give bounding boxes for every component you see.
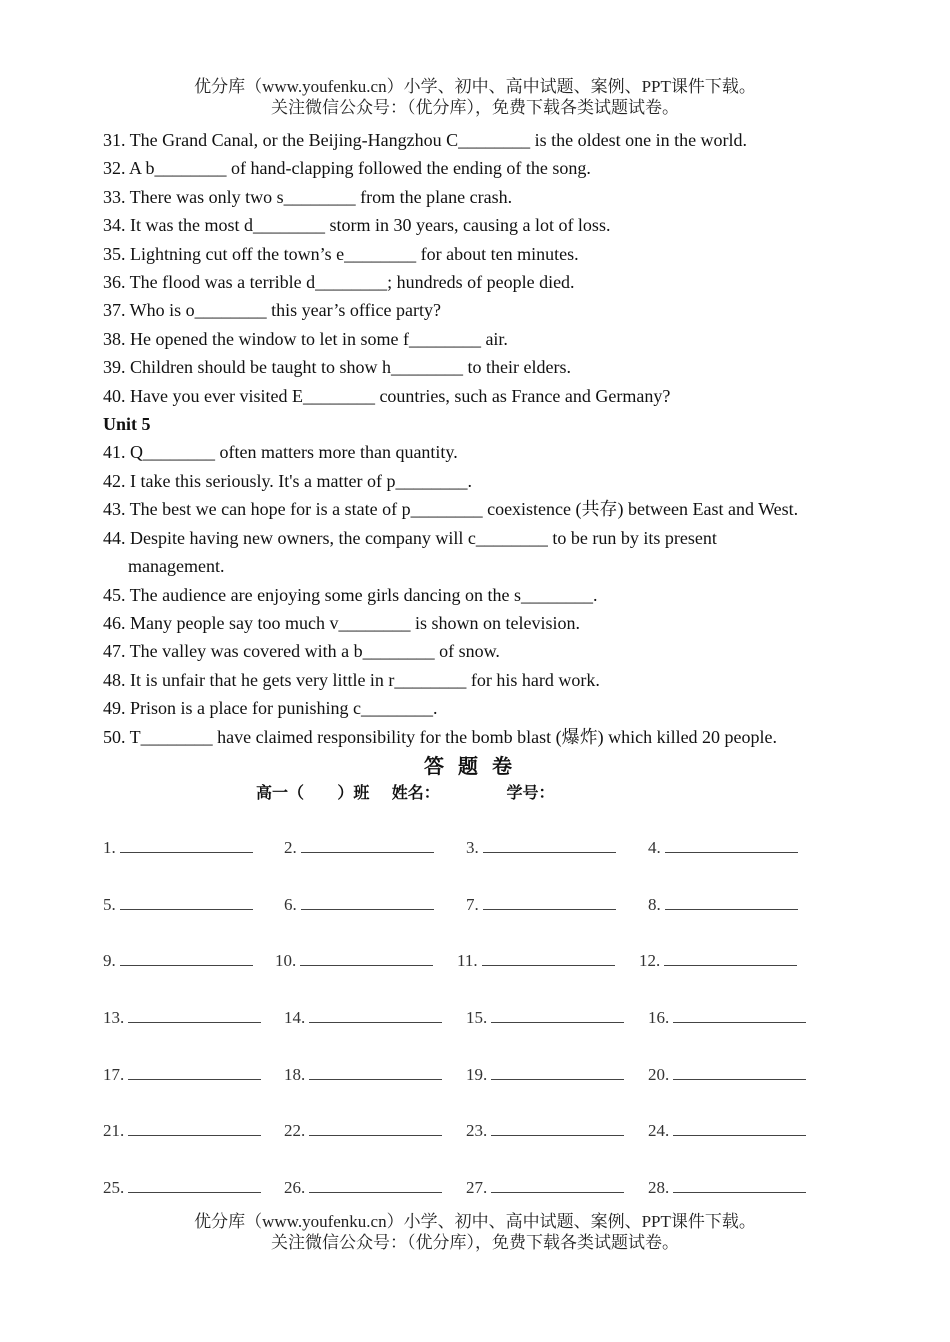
answer-blank[interactable]	[301, 893, 434, 910]
question-44-line-1: 44. Despite having new owners, the company will c________ to be run by its present	[103, 527, 717, 548]
answer-cell	[103, 949, 253, 971]
answer-cell	[284, 1006, 442, 1028]
answer-cell	[648, 1176, 806, 1198]
answer-cell	[103, 1063, 261, 1085]
answer-blank[interactable]	[309, 1063, 442, 1080]
answer-blank[interactable]	[483, 893, 616, 910]
answer-cell	[648, 1063, 806, 1085]
answer-blank[interactable]	[483, 836, 616, 853]
page-footer	[0, 1211, 950, 1253]
answer-number: 27.	[466, 1178, 488, 1198]
footer-line-2: 关注微信公众号：（优分库），免费下载各类试题试卷。	[271, 1233, 679, 1252]
question-31: 31. The Grand Canal, or the Beijing-Hangzhou C________ is the oldest one in the world.	[103, 130, 748, 150]
question-47: 47. The valley was covered with a b________ of snow.	[103, 641, 500, 662]
answer-number: 2.	[284, 838, 297, 857]
answer-blank[interactable]	[491, 1176, 624, 1193]
answer-number: 20.	[648, 1064, 670, 1084]
answer-number: 7.	[466, 894, 479, 914]
answer-blank[interactable]	[673, 1063, 806, 1080]
answer-blank[interactable]	[128, 1063, 261, 1080]
page-header	[0, 76, 950, 118]
answer-number: 16.	[648, 1008, 670, 1028]
answer-blank[interactable]	[673, 1176, 806, 1193]
question-48: 48. It is unfair that he gets very little in r________ for his hard work.	[103, 669, 600, 690]
answer-number: 1.	[103, 838, 116, 857]
answer-grid	[103, 836, 863, 1233]
answer-number: 9.	[103, 951, 116, 971]
question-39: 39. Children should be taught to show h________ to their elders.	[103, 357, 571, 378]
question-50: 50. T________ have claimed responsibility for the bomb blast (爆炸) which killed 20 people.	[103, 726, 778, 747]
answer-number: 28.	[648, 1178, 670, 1198]
question-42: 42. I take this seriously. It's a matter of p________.	[103, 470, 473, 491]
question-35: 35. Lightning cut off the town’s e________ for about ten minutes.	[103, 243, 579, 264]
answer-number: 12.	[639, 951, 661, 971]
answer-number: 26.	[284, 1178, 306, 1198]
answer-cell	[466, 1006, 624, 1028]
footer-line-1: 优分库（www.youfenku.cn）小学、初中、高中试题、案例、PPT课件下载。	[194, 1212, 756, 1231]
answer-blank[interactable]	[120, 893, 253, 910]
question-36: 36. The flood was a terrible d________; hundreds of people died.	[103, 272, 575, 293]
question-49: 49. Prison is a place for punishing c________.	[103, 698, 438, 719]
answer-cell	[284, 893, 434, 915]
answer-number: 10.	[275, 951, 297, 971]
answer-blank[interactable]	[309, 1119, 442, 1136]
answer-blank[interactable]	[120, 949, 253, 966]
answer-cell	[103, 893, 253, 915]
answer-cell	[648, 1119, 806, 1141]
answer-cell	[457, 949, 615, 971]
question-44-line-2: management.	[128, 556, 225, 577]
question-40: 40. Have you ever visited E________ countries, such as France and Germany?	[103, 385, 671, 406]
answer-row	[103, 836, 863, 893]
answer-blank[interactable]	[491, 1063, 624, 1080]
answer-number: 13.	[103, 1008, 125, 1028]
question-32: 32. A b________ of hand-clapping followed the ending of the song.	[103, 158, 591, 179]
answer-cell	[648, 893, 798, 915]
unit-heading: Unit 5	[103, 414, 151, 435]
answer-number: 25.	[103, 1178, 125, 1198]
answer-number: 23.	[466, 1121, 488, 1141]
answer-number: 14.	[284, 1008, 306, 1028]
answer-blank[interactable]	[673, 1006, 806, 1023]
answer-number: 5.	[103, 894, 116, 914]
answer-cell	[466, 1176, 624, 1198]
answer-blank[interactable]	[491, 1119, 624, 1136]
answer-cell	[284, 1176, 442, 1198]
question-41: 41. Q________ often matters more than quantity.	[103, 442, 458, 463]
answer-blank[interactable]	[482, 949, 615, 966]
answer-sheet-title: 答题卷	[424, 754, 526, 778]
answer-blank[interactable]	[300, 949, 433, 966]
question-43: 43. The best we can hope for is a state of p________ coexistence (共存) between East and West.	[103, 499, 799, 520]
answer-blank[interactable]	[665, 893, 798, 910]
answer-number: 22.	[284, 1121, 306, 1141]
answer-blank[interactable]	[491, 1006, 624, 1023]
answer-cell	[648, 1006, 806, 1028]
answer-cell	[103, 1119, 261, 1141]
question-list	[103, 126, 863, 751]
answer-number: 18.	[284, 1064, 306, 1084]
answer-cell	[284, 1119, 442, 1141]
answer-cell	[284, 1063, 442, 1085]
answer-number: 3.	[466, 838, 479, 857]
answer-cell	[639, 949, 797, 971]
answer-row	[103, 1006, 863, 1063]
answer-sheet-student-info: 高一（ ）班 姓名： 学号：	[256, 783, 555, 802]
answer-blank[interactable]	[673, 1119, 806, 1136]
answer-cell	[648, 836, 798, 858]
answer-cell	[103, 1006, 261, 1028]
header-line-1: 优分库（www.youfenku.cn）小学、初中、高中试题、案例、PPT课件下载。	[194, 77, 756, 96]
answer-blank[interactable]	[128, 1119, 261, 1136]
answer-number: 6.	[284, 894, 297, 914]
answer-blank[interactable]	[309, 1176, 442, 1193]
answer-row	[103, 1119, 863, 1176]
question-46: 46. Many people say too much v________ is shown on television.	[103, 612, 580, 633]
answer-row	[103, 949, 863, 1006]
answer-blank[interactable]	[120, 836, 253, 853]
answer-cell	[466, 1119, 624, 1141]
question-44	[103, 524, 863, 581]
answer-number: 4.	[648, 838, 661, 857]
question-33: 33. There was only two s________ from the plane crash.	[103, 186, 513, 207]
answer-cell	[466, 1063, 624, 1085]
answer-number: 11.	[457, 951, 478, 971]
question-37: 37. Who is o________ this year’s office party?	[103, 300, 441, 321]
answer-cell	[466, 836, 616, 858]
answer-blank[interactable]	[128, 1006, 261, 1023]
answer-number: 8.	[648, 894, 661, 914]
answer-blank[interactable]	[664, 949, 797, 966]
answer-blank[interactable]	[665, 836, 798, 853]
answer-row	[103, 893, 863, 950]
answer-row	[103, 1063, 863, 1120]
question-38: 38. He opened the window to let in some f________ air.	[103, 328, 508, 349]
question-45: 45. The audience are enjoying some girls dancing on the s________.	[103, 584, 598, 605]
answer-cell	[466, 893, 616, 915]
answer-cell	[103, 1176, 261, 1198]
answer-cell	[275, 949, 433, 971]
answer-number: 17.	[103, 1064, 125, 1084]
answer-number: 19.	[466, 1064, 488, 1084]
answer-blank[interactable]	[309, 1006, 442, 1023]
answer-blank[interactable]	[301, 836, 434, 853]
answer-number: 24.	[648, 1121, 670, 1141]
header-line-2: 关注微信公众号：（优分库），免费下载各类试题试卷。	[271, 98, 679, 117]
answer-cell	[284, 836, 434, 858]
question-34: 34. It was the most d________ storm in 30 years, causing a lot of loss.	[103, 215, 611, 236]
answer-cell	[103, 836, 253, 858]
answer-number: 15.	[466, 1008, 488, 1028]
answer-number: 21.	[103, 1121, 125, 1141]
answer-blank[interactable]	[128, 1176, 261, 1193]
